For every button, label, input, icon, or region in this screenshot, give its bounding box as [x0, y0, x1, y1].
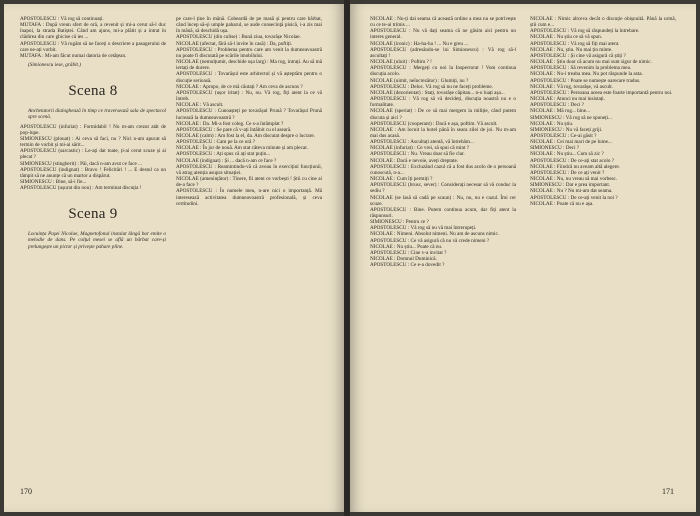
text-paragraph: APOSTOLESCU : În numele meu, n-are nici o importanță. Mă interesează activitatea dumneavoastră profesională, și ceva certitudini. [176, 188, 322, 207]
text-paragraph: APOSTOLESCU : Cam pe la ce oră ? [176, 139, 256, 146]
text-paragraph: SIMIONESCU (stingherit) : Păi, dacă n-am avut ce face ... [20, 160, 143, 167]
text-paragraph: NICOLAE (uimit, neîncrezător) : Glumiți, nu ? [370, 77, 469, 84]
text-paragraph: NICOLAE (se lasă să cadă pe scaun) : Nu, nu, nu e cazul. Îmi cer scuze. [370, 194, 516, 207]
text-paragraph: NICOLAE : Nu știu ce să vă spun. [530, 34, 603, 41]
right-page [350, 4, 696, 512]
text-paragraph: APOSTOLESCU : Nu vă dați seama că ne găsim aici pentru un interes general. [370, 28, 516, 41]
scene-heading: Scena 8 [68, 83, 118, 100]
text-paragraph: APOSTOLESCU : De ce-ați stat acolo ? [530, 157, 615, 164]
text-paragraph: APOSTOLESCU : Vă rog să fiți mai atent. [530, 40, 620, 47]
stage-direction: Anchetatorii dialoghează în timp ce traversează sala de spectacol spre scenă. [28, 108, 166, 121]
text-paragraph: APOSTOLESCU (din culise) : Bună ziua, tovarășe Nicolae. [176, 34, 301, 41]
text-paragraph: APOSTOLESCU : Și cine vă asigură că știți ? [530, 52, 626, 59]
text-paragraph: APOSTOLESCU : Ce vă asigură că nu vă crede nimeni ? [370, 237, 490, 244]
text-paragraph: NICOLAE : Da. Mi-a fost coleg. Ce s-a întâmplat ? [176, 120, 284, 127]
text-paragraph: APOSTOLESCU : Vă rog să nu vă mai întrerupeți. [370, 225, 477, 232]
text-paragraph: APOSTOLESCU (adresându-se lui Simionescu) : Vă rog să-l ascultați ! [370, 46, 516, 59]
text-paragraph: NICOLAE (calm) : Am fost la el, da. Am discutat despre o lucrare. [176, 132, 316, 139]
text-paragraph: APOSTOLESCU : Vă rog să continuați. [20, 16, 104, 22]
text-paragraph: APOSTOLESCU : Ați spus că ați stat puțin... [176, 151, 271, 158]
text-paragraph: SIMIONESCU : Vă rog să ne spuneți... [530, 114, 612, 121]
text-paragraph: NICOLAE : Nu-i treaba mea. Nu pot răspunde la asta. [530, 71, 643, 78]
text-paragraph: APOSTOLESCU : Vă rog să răspundeți la întrebare. [530, 28, 640, 35]
text-paragraph: APOSTOLESCU : Vă rugăm să ne faceți o descriere a pasagerului de care ne-ați vorbit. [20, 40, 166, 53]
text-paragraph: APOSTOLESCU : Nu. Vreau doar să fie clar. [370, 151, 465, 158]
text-paragraph: NICOLAE : Am locuit la hotel până în seara zilei de joi. Nu m-am mai dus acasă. [370, 126, 516, 139]
text-paragraph: NICOLAE : Mă rog... bine... [530, 108, 590, 115]
text-paragraph: NICOLAE : Cei mai mari de pe lume... [530, 139, 612, 146]
text-paragraph: NICOLAE : Domnul Duminică. [370, 256, 437, 263]
text-paragraph: APOSTOLESCU : Ce e-a dovedit ? [370, 262, 445, 269]
left-page [4, 4, 344, 512]
text-paragraph: NICOLAE (speriat) : De ce să mai mergem la miliție, când putem discuta și aici ? [370, 108, 516, 121]
text-paragraph: NICOLAE : Nu știu... Cum să zic ? [530, 151, 604, 158]
text-paragraph: APOSTOLESCU (ușurat din nou) : Am terminat discuția ! [20, 185, 142, 192]
text-paragraph: NICOLAE : Nu-ți dai seama că această ordine a mea nu se potrivește cu ce te-ai trimis ... [370, 16, 516, 29]
text-paragraph: NICOLAE : Nu știu. [530, 120, 574, 127]
text-paragraph: APOSTOLESCU (indignat) : Bravo ! Felicitări ! ... E destul ca un tâmpit să ne anunțe că un martor a dispărut. [20, 166, 166, 179]
text-paragraph: NICOLAE (amenințător) : Tinere, fii atent ce vorbești ! Știi cu cine ai de-a face ? [176, 176, 322, 189]
right-column-2 [530, 16, 676, 207]
left-column-2 [176, 16, 322, 207]
text-paragraph: NICOLAE (afectat, fără să-l invite în casă) : Da, poftiți. [176, 40, 293, 47]
text-paragraph: NICOLAE : Vă ascult. [176, 102, 224, 109]
text-paragraph: NICOLAE : Dacă e nevoie, aveți dreptate. [370, 157, 459, 164]
text-paragraph: APOSTOLESCU : Tovarășul este arhitectul și vă așteptăm pentru o discuție serioasă. [176, 71, 322, 84]
text-paragraph: NICOLAE : În jur de nouă. Am stat câteva minute și am plecat. [176, 145, 308, 152]
text-paragraph: APOSTOLESCU : Persoana aceea este foarte importantă pentru noi. [530, 89, 673, 96]
text-paragraph: SIMIONESCU : Deci ? [530, 145, 580, 152]
text-paragraph: SIMIONESCU (plouat) : Ai ceva să faci, nu ? Nici n-am apucat să termin de vorbit și mi-ai sărit... [20, 135, 166, 149]
text-paragraph: APOSTOLESCU : Mergeți cu noi la Inspectorat ! Vom continua discuția acolo. [370, 65, 516, 78]
text-paragraph: APOSTOLESCU (sarcastic) : Le-ați dat toate, ți-ai cerut scuze și ai plecat ? [20, 148, 166, 161]
text-paragraph: SIMIONESCU : Dar e prea important. [530, 182, 611, 189]
text-paragraph: NICOLAE : Nu știu... Poate că nu. [370, 243, 443, 250]
text-paragraph: NICOLAE : Fiindcă nu aveam altă alegere. [530, 163, 621, 170]
text-paragraph: NICOLAE : Nimic altceva decât o discuție obișnuită. Până la urmă, știi cum e... [530, 16, 676, 29]
text-paragraph: APOSTOLESCU (ușor iritat) : Nu, nu. Vă rog, fiți atent la ce vă întreb. [176, 89, 322, 103]
text-paragraph: APOSTOLESCU : De ce-ați venit la noi ? [530, 194, 618, 201]
text-paragraph: SIMIONESCU : Pentru ce ? [370, 219, 429, 226]
text-paragraph: APOSTOLESCU : Problema pentru care am venit la dumneavoastră nu poate fi discutată pe scările imobilului. [176, 46, 322, 59]
text-paragraph: APOSTOLESCU : Deci ? [530, 102, 584, 109]
text-paragraph: NICOLAE : Cum îți permiți ? [370, 176, 433, 183]
text-paragraph: NICOLAE (indignat) : Și ... dacă n-am ce face ? [176, 157, 277, 164]
text-paragraph: APOSTOLESCU : De ce ați venit ? [530, 169, 605, 176]
text-paragraph: APOSTOLESCU : Să revenim la problema mea. [530, 65, 632, 72]
text-paragraph: APOSTOLESCU (infuriat) : Formidabil ! Nu m-am crezut atât de pop-lupe. [20, 123, 166, 136]
text-paragraph: APOSTOLESCU (brusc, sever) : Considerați necesar să vă conduc la sediu ? [370, 182, 516, 195]
text-paragraph: APOSTOLESCU : Reamintindu-vă că aveau în exercițiul funcțiunii, vă atrag atenția asupra situației. [176, 163, 322, 176]
text-paragraph: APOSTOLESCU : Cunoașteți pe tovarășul Prună ? Tovarășul Prună lucrează la dumneavoastră ? [176, 108, 322, 121]
text-paragraph: SIMIONESCU : Bine, să-i fie... [20, 178, 87, 185]
text-paragraph: APOSTOLESCU : Ce-ai găsit ? [530, 132, 597, 139]
text-paragraph: NICOLAE : Apropo, de ce mă căutați ? Am ceva de ascuns ? [176, 83, 303, 90]
text-paragraph: NICOLAE (ironic) : Ha-ha-ha ! ... Nu e greu ... [370, 40, 469, 47]
page-number: 170 [20, 487, 32, 496]
text-paragraph: NICOLAE : Nu, știu. Nu mai țin minte. [530, 46, 613, 53]
text-paragraph: SIMIONESCU : Nu vă faceți griji. [530, 126, 603, 133]
text-paragraph: NICOLAE : Știu doar că acum nu mai sunt sigur de nimic. [530, 59, 652, 66]
text-paragraph: APOSTOLESCU : Bine. Putem continua acum, dar fiți atent la răspunsuri. [370, 206, 516, 219]
text-paragraph: NICOLAE (nemulțumit, deschide ușa larg) : Ma rog, intrați. Au să mă iertați de durere. [176, 59, 322, 72]
text-paragraph: NICOLAE (infuriat) : Ce vrei, să spui că mint ? [370, 145, 470, 152]
text-paragraph: pe care-l ține în mână. Cobeardă de pe masă și pentru care bărbat, când încep să-și umple paharul, se aude consecință pisică, i-a zis mai în mână, să deschidă ușa. [176, 16, 322, 35]
text-paragraph: APOSTOLESCU : Cine v-a invitat ? [370, 249, 447, 256]
text-paragraph: APOSTOLESCU : Ascultați atentă, vă întrebăm... [370, 139, 474, 146]
stage-direction: Locuința Paşei Nicolae, Magnetofonul instalat lângă bar emite o melodie de dans. Pe colțul mesei se află un bărbat care-și prelungește un pictor și privește pahare pline. [28, 231, 166, 250]
text-paragraph: APOSTOLESCU : Se pare că v-ați întâlnit cu el aseară. [176, 126, 292, 133]
right-column-1 [370, 16, 516, 268]
text-paragraph: NICOLAE (uluit) : Poftim ? ! [370, 59, 432, 66]
stage-direction: (Simionescu iese, grăbit.) [28, 62, 82, 69]
page-number: 171 [662, 487, 674, 496]
text-paragraph: NICOLAE : Poate că nu e așa. [530, 200, 594, 207]
text-paragraph: APOSTOLESCU : Poate se numește oarecare tradus. [530, 77, 641, 84]
text-paragraph: APOSTOLESCU (cooperant) : Dacă e așa, poftim. Vă ascult. [370, 120, 498, 127]
text-paragraph: NICOLAE : Nu, nu vreau să mai vorbesc. [530, 176, 618, 183]
left-column-1 [20, 16, 166, 250]
text-paragraph: NICOLAE : Nimeni. Absolut nimeni. Nu am de ascuns nimic. [370, 231, 500, 238]
text-paragraph: NICOLAE : Vă rog, tovarășe, vă ascult. [530, 83, 614, 90]
text-paragraph: NICOLAE : Nu ? Nu mi-am dat seama. [530, 188, 613, 195]
text-paragraph: NICOLAE : Atunci nu mai insistați. [530, 96, 605, 103]
scene-heading: Scena 9 [68, 206, 118, 223]
text-paragraph: MUTAFA : Mi-am făcut numai datoria de cetățean. [20, 52, 127, 59]
text-paragraph: NICOLAE (dezorientat) : Stați, tovarășe căpitan... n-o luați așa... [370, 89, 505, 96]
text-paragraph: APOSTOLESCU : Vă rog să vă decideți, discuția noastră nu e o formalitate. [370, 96, 516, 109]
text-paragraph: MUTAFA : După vreun sfert de oră, a revenit și mi-a cerut să-l duc înapoi, la strada Batiștei. Când am ajuns, mi-a plătit și a intrat în clădirea din care ghicise că ies ... [20, 22, 166, 41]
text-paragraph: APOSTOLESCU : Deloc. Vă rog să nu ne faceți probleme. [370, 83, 493, 90]
text-paragraph: APOSTOLESCU : Excluzând cazul că a fost dus acolo de o persoană cunoscută, n-a... [370, 163, 516, 176]
